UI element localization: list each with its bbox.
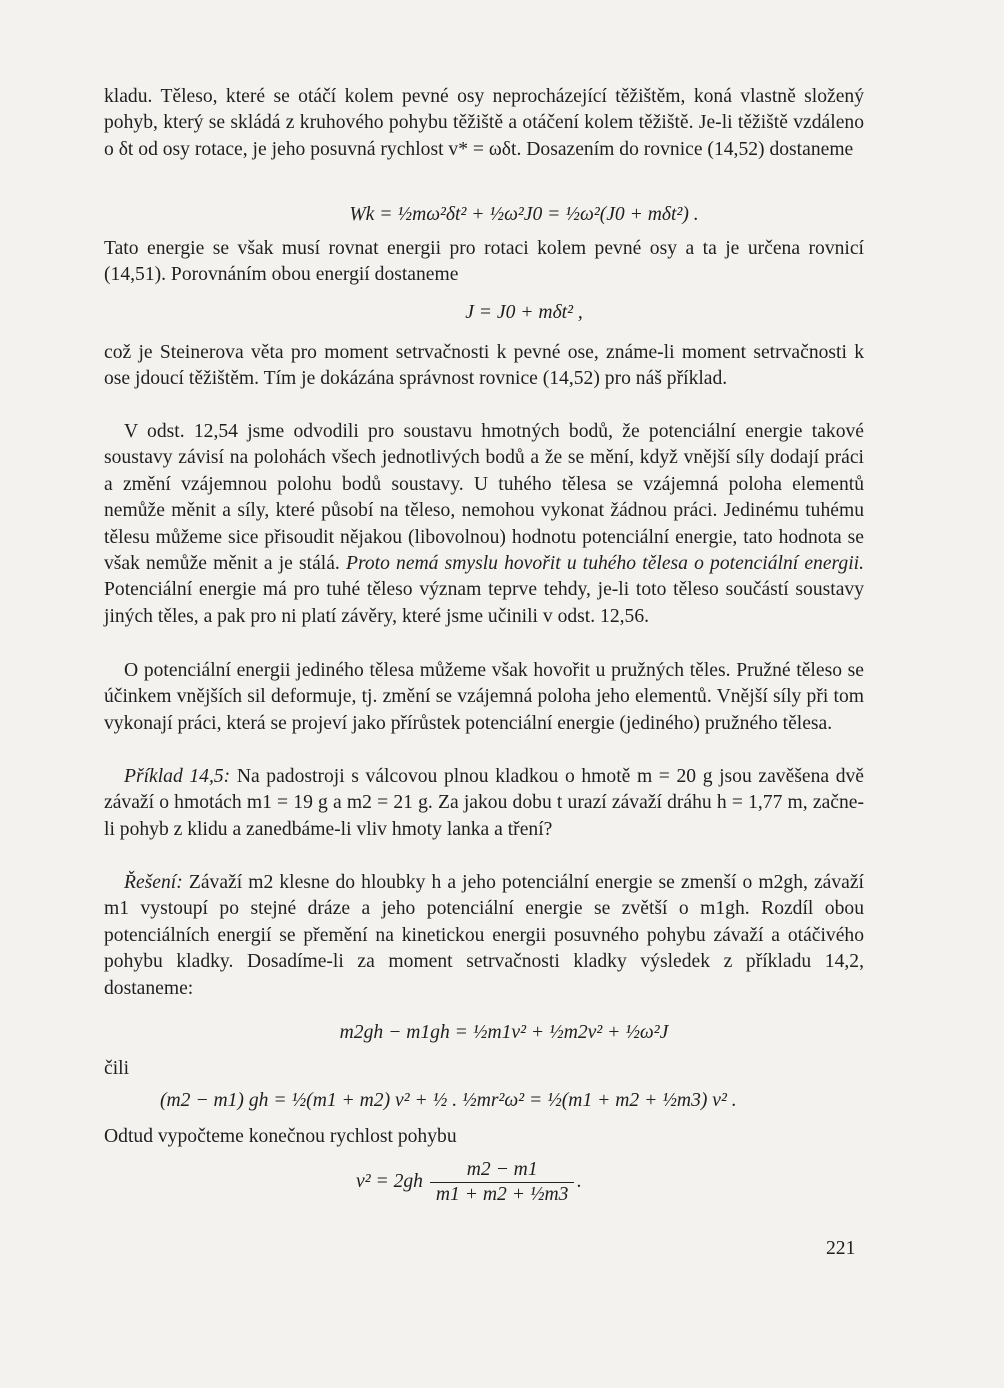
paragraph-4-italic: Proto nemá smyslu hovořit u tuhého tělesa o potenciální energii. [345, 553, 864, 575]
paragraph-2 [104, 236, 864, 289]
solution-text: Závaží m2 klesne do hloubky h a jeho potenciální energie se zmenší o m2gh, závaží m1 vystoupí po stejné dráze a jeho potenciální energie se zvětší o m1gh. Rozdíl obou potenciálních energií se přemění na kinetickou energii posuvného pohybu závaží a otáčivého pohybu kladky. Dosadíme-li za moment setrvačnosti kladky výsledek z příkladu 14,2, dostaneme: [104, 872, 864, 999]
paragraph-4-text-a: V odst. 12,54 jsme odvodili pro soustavu hmotných bodů, že potenciální energie takové soustavy závisí na polohách všech jednotlivých bodů a že se mění, když vnější síly dodají práci a změní vzájemnou polohu bodů soustavy. U tuhého tělesa se vzájemná poloha elementů nemůže měnit a síly, které působí na těleso, nemohou vykonat žádnou práci. Jedinému tuhému tělesu můžeme sice přisoudit nějakou (libovolnou) hodnotu potenciální energie, tato hodnota se však nemůže měnit a je stálá. [104, 421, 864, 575]
example-text: Na padostroji s válcovou plnou kladkou o hmotě m = 20 g jsou zavěšena dvě závaží o hmotách m1 = 19 g a m2 = 21 g. Za jakou dobu t urazí závaží dráhu h = 1,77 m, začne-li pohyb z klidu a zanedbáme-li vliv hmoty lanka a tření? [104, 766, 864, 840]
equation-final-numerator: m2 − m1 [430, 1158, 575, 1183]
paragraph-5 [104, 658, 864, 737]
equation-final-fraction [430, 1158, 575, 1207]
solution-block [104, 870, 864, 1002]
paragraph-2-text: Tato energie se však musí rovnat energii pro rotaci kolem pevné osy a ta je určena rovnicí (14,51). Porovnáním obou energií dostaneme [104, 238, 864, 286]
equation-final-left: v² = 2gh [356, 1171, 423, 1192]
equation-energy-balance: m2gh − m1gh = ½m1v² + ½m2v² + ½ω²J [339, 1022, 669, 1043]
example-label: Příklad 14,5: [124, 766, 231, 787]
paragraph-4-text-b: Potenciální energie má pro tuhé těleso význam teprve tehdy, je-li toto těleso součástí soustavy jiných těles, a pak pro ni platí závěry, které jsme učinili v odst. 12,56. [104, 579, 864, 627]
equation-steiner: J = J0 + mδt² , [465, 302, 583, 323]
paragraph-4 [104, 419, 864, 630]
page-number: 221 [826, 1238, 856, 1259]
solution-label: Řešení: [124, 872, 183, 893]
paragraph-3 [104, 340, 864, 393]
paragraph-1 [104, 84, 864, 163]
equation-final-denominator: m1 + m2 + ½m3 [435, 1184, 569, 1205]
paragraph-5-text: O potenciální energii jediného tělesa můžeme však hovořit u pružných těles. Pružné těleso se účinkem vnějších sil deformuje, tj. změní se vzájemná poloha jeho elementů. Vnější síly při tom vykonají práci, která se projeví jako přírůstek potenciální energie (jediného) pružného tělesa. [104, 660, 864, 734]
equation-final-velocity [356, 1158, 756, 1207]
equation-kinetic-energy: Wk = ½mω²δt² + ½ω²J0 = ½ω²(J0 + mδt²) . [349, 204, 699, 225]
paragraph-1-text: kladu. Těleso, které se otáčí kolem pevné osy neprocházející těžištěm, koná vlastně složený pohyb, který se skládá z kruhového pohybu těžiště a otáčení kolem těžiště. Je-li těžiště vzdáleno o δt od osy rotace, je jeho posuvná rychlost v* = ωδt. Dosazením do rovnice (14,52) dostaneme [104, 86, 864, 160]
word-cili: čili [104, 1058, 130, 1079]
paragraph-6-text: Odtud vypočteme konečnou rychlost pohybu [104, 1126, 457, 1147]
example-block [104, 764, 864, 843]
paragraph-6 [104, 1124, 864, 1150]
paragraph-3-text: což je Steinerova věta pro moment setrvačnosti k pevné ose, známe-li moment setrvačnosti k ose jdoucí těžištěm. Tím je dokázána správnost rovnice (14,52) pro náš příklad. [104, 342, 864, 390]
equation-expanded: (m2 − m1) gh = ½(m1 + m2) v² + ½ . ½mr²ω² = ½(m1 + m2 + ½m3) v² . [160, 1090, 737, 1111]
equation-final-period: . [576, 1171, 582, 1192]
